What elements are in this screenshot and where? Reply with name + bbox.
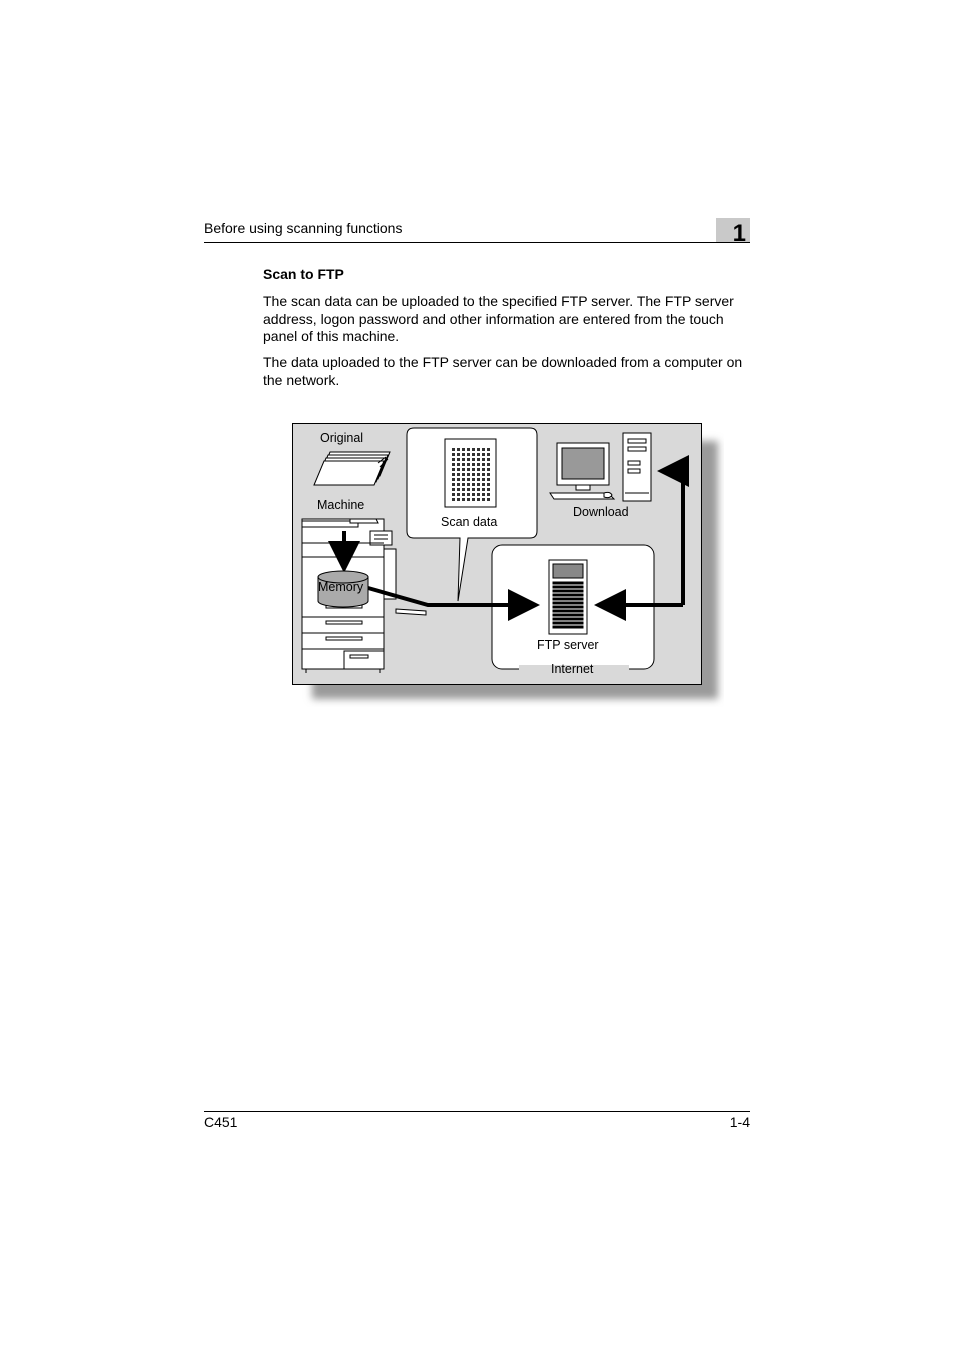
scan-data-document-icon bbox=[445, 439, 496, 507]
footer-rule bbox=[204, 1111, 750, 1112]
ftp-server-icon bbox=[549, 560, 587, 634]
ftp-server-label: FTP server bbox=[537, 638, 599, 652]
scan-data-label: Scan data bbox=[441, 515, 498, 529]
machine-label: Machine bbox=[317, 498, 365, 512]
body-paragraph-1: The scan data can be uploaded to the specified FTP server. The FTP server address, logon password and other information are entered from the touch panel of this machine. bbox=[263, 293, 734, 344]
footer-model: C451 bbox=[204, 1114, 238, 1130]
download-tower-icon bbox=[623, 433, 651, 501]
section-title: Scan to FTP bbox=[263, 266, 344, 282]
internet-label: Internet bbox=[551, 662, 594, 676]
chapter-number: 1 bbox=[732, 220, 746, 247]
download-label: Download bbox=[573, 505, 629, 519]
scan-to-ftp-diagram bbox=[292, 423, 724, 707]
memory-label: Memory bbox=[318, 580, 364, 594]
original-label: Original bbox=[320, 431, 364, 445]
body-paragraph-2: The data uploaded to the FTP server can be downloaded from a computer on the network. bbox=[263, 354, 743, 388]
header-rule bbox=[204, 242, 750, 243]
running-header-title: Before using scanning functions bbox=[204, 220, 403, 236]
footer-page-number: 1-4 bbox=[729, 1114, 750, 1130]
chapter-number-tab bbox=[716, 218, 750, 247]
